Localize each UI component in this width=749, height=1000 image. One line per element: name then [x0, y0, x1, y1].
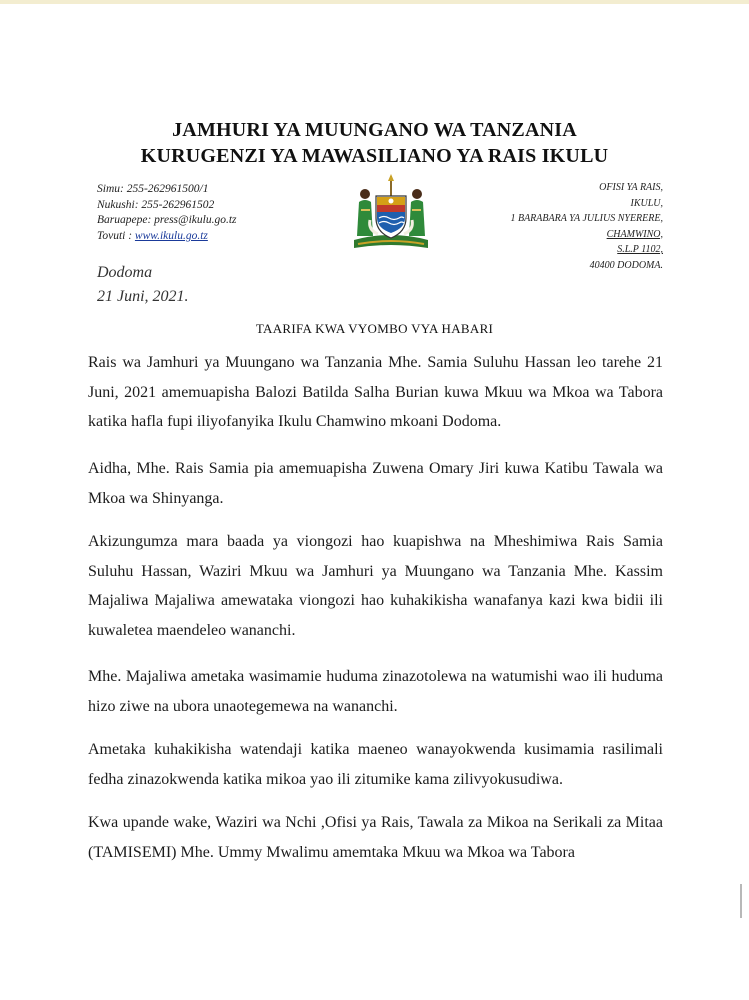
email-label: Baruapepe:: [97, 214, 155, 226]
paragraph-3: Akizungumza mara baada ya viongozi hao kuapishwa na Mheshimiwa Rais Samia Suluhu Hassan, Waziri Mkuu wa Jamhuri ya Muungano wa Tanzania Mhe. Kassim Majaliwa Majaliwa amewataka viongozi hao kuhakikisha wanafanya kazi kwa bidii ili kuwaletea maendeleo wananchi.: [88, 533, 663, 639]
header-title-line1: JAMHURI YA MUUNGANO WA TANZANIA: [172, 119, 577, 141]
website-link[interactable]: www.ikulu.go.tz: [134, 229, 208, 242]
contact-block-right: [510, 180, 663, 273]
paragraph-1: Rais wa Jamhuri ya Muungano wa Tanzania Mhe. Samia Suluhu Hassan leo tarehe 21 Juni, 2021 amemuapisha Balozi Batilda Salha Burian kuwa Mkuu wa Mkoa wa Tabora katika hafla fupi iliyofanyika Ikulu Chamwino mkoani Dodoma.: [88, 354, 663, 430]
top-border: [0, 0, 749, 4]
phone-line: Simu: 255-262961500/1: [97, 183, 209, 195]
paragraph-5: Ametaka kuhakikisha watendaji katika maeneo wanayokwenda kusimamia rasilimali fedha zinazokwenda katika mikoa yao ili zitumike kama zilivyokusudiwa.: [88, 741, 663, 788]
paragraph-6: Kwa upande wake, Waziri wa Nchi ,Ofisi ya Rais, Tawala za Mikoa na Serikali za Mitaa (TAMISEMI) Mhe. Ummy Mwalimu amemtaka Mkuu wa Mkoa wa Tabora: [88, 814, 663, 861]
header-title-line2: KURUGENZI YA MAWASILIANO YA RAIS IKULU: [140, 145, 609, 167]
coat-of-arms-icon: [348, 172, 434, 252]
document-title: TAARIFA KWA VYOMBO VYA HABARI: [255, 321, 494, 336]
address-line-1: OFISI YA RAIS,: [599, 182, 663, 193]
address-line-5: S.L.P 1102,: [617, 244, 663, 255]
date: 21 Juni, 2021.: [97, 288, 189, 305]
place: Dodoma: [97, 264, 153, 281]
paragraph-2: Aidha, Mhe. Rais Samia pia amemuapisha Zuwena Omary Jiri kuwa Katibu Tawala wa Mkoa wa Shinyanga.: [88, 460, 663, 507]
address-line-4: CHAMWINO,: [606, 228, 663, 240]
address-line-3: 1 BARABARA YA JULIUS NYERERE,: [510, 213, 663, 224]
website-line: [97, 229, 237, 245]
scroll-indicator[interactable]: [740, 884, 742, 918]
paragraph-4: Mhe. Majaliwa ametaka wasimamie huduma zinazotolewa na watumishi wao ili huduma hizo ziwe na ubora unaotegemewa na wananchi.: [88, 668, 663, 715]
website-label: Tovuti :: [97, 229, 135, 242]
address-line-6: 40400 DODOMA.: [589, 259, 663, 271]
email-line: [97, 213, 237, 229]
fax-line: Nukushi: 255-262961502: [97, 198, 215, 211]
email-address: press@ikulu.go.tz: [154, 214, 237, 226]
place-date-block: [97, 261, 189, 309]
contact-block-left: [97, 182, 237, 244]
address-line-2: IKULU,: [630, 197, 663, 209]
